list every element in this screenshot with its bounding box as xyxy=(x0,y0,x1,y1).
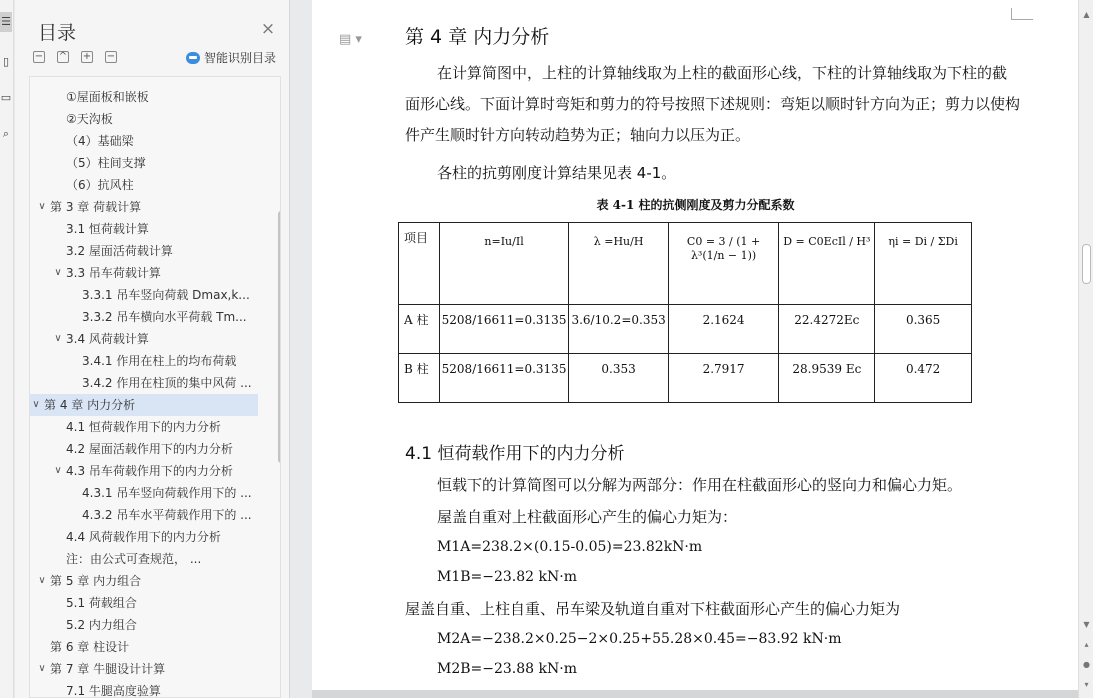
toc-item[interactable] xyxy=(36,218,258,240)
page-icon[interactable]: ▭ xyxy=(0,91,12,104)
toc-item-label: 3.1 恒荷载计算 xyxy=(66,222,149,236)
table-cell: B 柱 xyxy=(399,354,440,403)
smart-toc-label: 智能识别目录 xyxy=(204,51,277,65)
table-row xyxy=(399,354,972,403)
toc-item[interactable] xyxy=(36,416,258,438)
toc-item[interactable] xyxy=(36,108,258,130)
document-icon[interactable]: ▤ ▾ xyxy=(339,32,362,47)
paragraph-intro: 在计算简图中，上柱的计算轴线取为上柱的截面形心线，下柱的计算轴线取为下柱的截面形心线。下面计算时弯矩和剪力的符号按照下述规则：弯矩以顺时针方向为正；剪力以使构件产生顺时针方向转动趋势为正；轴向力以压为正。 xyxy=(405,64,1021,144)
toc-item[interactable] xyxy=(36,592,258,614)
toc-item-label: 4.4 风荷载作用下的内力分析 xyxy=(66,530,221,544)
equation-m2a: M2A=−238.2×0.25−2×0.25+55.28×0.45=−83.92 kN·m xyxy=(437,631,842,647)
equation-m1a: M1A=238.2×(0.15-0.05)=23.82kN·m xyxy=(437,539,703,555)
search-icon[interactable]: ⌕ xyxy=(2,127,10,140)
toc-item[interactable] xyxy=(36,504,258,526)
toc-item-label: 3.4.2 作用在柱顶的集中风荷 ... xyxy=(82,376,252,390)
vertical-scrollbar[interactable] xyxy=(1078,0,1093,698)
toc-item[interactable] xyxy=(36,284,258,306)
toc-item[interactable] xyxy=(36,548,258,570)
scrollbar-thumb[interactable] xyxy=(1082,244,1091,284)
toc-item-label: ②天沟板 xyxy=(66,112,113,126)
table-cell: 0.365 xyxy=(875,305,972,354)
toc-item-label: （6）抗风柱 xyxy=(66,178,134,192)
toc-item[interactable] xyxy=(36,460,258,482)
toc-item[interactable] xyxy=(36,482,258,504)
toc-item-label: 4.1 恒荷载作用下的内力分析 xyxy=(66,420,221,434)
toc-item-label: （5）柱间支撑 xyxy=(66,156,146,170)
scroll-up-icon[interactable]: ▲ xyxy=(1083,10,1090,19)
paragraph-dead-load: 恒载下的计算简图可以分解为两部分：作用在柱截面形心的竖向力和偏心力矩。 xyxy=(437,476,963,494)
toc-item-label: 5.1 荷载组合 xyxy=(66,596,137,610)
toc-item[interactable] xyxy=(36,636,258,658)
toc-item[interactable] xyxy=(36,262,258,284)
paragraph-lower-moment: 屋盖自重、上柱自重、吊车梁及轨道自重对下柱截面形心产生的偏心力矩为 xyxy=(405,600,901,618)
toc-item-label: 3.3.2 吊车横向水平荷载 Tm... xyxy=(82,310,247,324)
chevron-down-icon[interactable]: ∨ xyxy=(54,333,62,344)
section-title: 4.1 恒荷载作用下的内力分析 xyxy=(405,444,625,464)
paragraph-roof-moment: 屋盖自重对上柱截面形心产生的偏心力矩为： xyxy=(437,508,738,526)
table-cell: 0.472 xyxy=(875,354,972,403)
stiffness-table xyxy=(398,222,972,403)
document-area xyxy=(291,0,1078,698)
document-page xyxy=(312,0,1078,690)
chevron-down-icon[interactable]: ∨ xyxy=(38,201,46,212)
toc-item-label: ①屋面板和嵌板 xyxy=(66,90,149,104)
close-icon[interactable]: × xyxy=(260,19,276,39)
smart-toc-button[interactable] xyxy=(186,49,276,66)
toc-item-label: 3.4.1 作用在柱上的均布荷载 xyxy=(82,354,237,368)
table-header-cell: C0 = 3 / (1 + λ³(1/n − 1)) xyxy=(668,223,779,305)
equation-m2b: M2B=−23.88 kN·m xyxy=(437,661,577,677)
prev-page-icon[interactable]: ▴ xyxy=(1084,640,1089,649)
chevron-down-icon[interactable]: ∨ xyxy=(32,399,40,410)
next-page-icon[interactable]: ▾ xyxy=(1084,680,1089,689)
table-row xyxy=(399,305,972,354)
toc-item[interactable] xyxy=(36,526,258,548)
table-cell: 22.4272Ec xyxy=(779,305,875,354)
toc-item[interactable] xyxy=(36,570,258,592)
toc-item[interactable] xyxy=(36,240,258,262)
table-cell: A 柱 xyxy=(399,305,440,354)
table-cell: 2.7917 xyxy=(668,354,779,403)
toc-item-label: 第 3 章 荷载计算 xyxy=(50,200,142,214)
chevron-down-icon[interactable]: ∨ xyxy=(54,267,62,278)
toc-item-label: 3.4 风荷载计算 xyxy=(66,332,149,346)
left-tool-strip xyxy=(0,0,14,698)
toc-item[interactable] xyxy=(36,328,258,350)
add-heading-button[interactable]: + xyxy=(82,51,92,62)
equation-m1b: M1B=−23.82 kN·m xyxy=(437,569,577,585)
table-caption: 表 4-1 柱的抗侧刚度及剪力分配系数 xyxy=(596,198,795,212)
remove-heading-button[interactable]: − xyxy=(106,51,116,62)
page-corner-mark xyxy=(1011,8,1033,20)
table-header-cell: D = C0EcIl / H³ xyxy=(779,223,875,305)
toc-item[interactable] xyxy=(36,438,258,460)
table-header-cell: n=Iu/Il xyxy=(439,223,569,305)
expand-all-button[interactable]: ^ xyxy=(58,51,68,62)
chapter-title: 第 4 章 内力分析 xyxy=(405,26,550,48)
toc-item-label: 4.3.2 吊车水平荷载作用下的 ... xyxy=(82,508,252,522)
toc-item-label: （4）基础梁 xyxy=(66,134,134,148)
toc-item[interactable] xyxy=(36,152,258,174)
toc-item[interactable] xyxy=(36,174,258,196)
chevron-down-icon[interactable]: ∨ xyxy=(54,465,62,476)
toc-item[interactable] xyxy=(36,196,258,218)
toc-item-label: 第 4 章 内力分析 xyxy=(44,398,136,412)
toc-item[interactable] xyxy=(36,306,258,328)
toc-scrollbar[interactable] xyxy=(278,211,281,463)
table-header-cell: λ =Hu/H xyxy=(569,223,668,305)
chevron-down-icon[interactable]: ∨ xyxy=(38,663,46,674)
toc-item-label: 注：由公式可查规范， ... xyxy=(66,552,202,566)
toc-item[interactable] xyxy=(36,86,258,108)
toc-item[interactable] xyxy=(36,372,258,394)
toc-list xyxy=(29,76,281,698)
table-header-cell: ηi = Di / ΣDi xyxy=(875,223,972,305)
table-cell: 0.353 xyxy=(569,354,668,403)
table-cell: 2.1624 xyxy=(668,305,779,354)
scroll-down-icon[interactable]: ▼ xyxy=(1083,620,1090,629)
toc-item[interactable] xyxy=(36,680,258,698)
toc-item-label: 第 7 章 牛腿设计计算 xyxy=(50,662,166,676)
select-browse-icon[interactable]: ● xyxy=(1083,660,1090,669)
bookmark-icon[interactable]: ▯ xyxy=(2,55,10,68)
toc-panel xyxy=(15,0,290,698)
toc-item[interactable] xyxy=(36,658,258,680)
toc-item-label: 第 5 章 内力组合 xyxy=(50,574,142,588)
table-cell: 5208/16611=0.3135 xyxy=(439,354,569,403)
page-gap xyxy=(312,690,1078,698)
toc-title: 目录 xyxy=(38,22,77,44)
collapse-all-button[interactable]: − xyxy=(34,51,44,62)
toc-item-label: 4.3 吊车荷载作用下的内力分析 xyxy=(66,464,233,478)
toc-item-label: 7.1 牛腿高度验算 xyxy=(66,684,161,698)
table-header-row xyxy=(399,223,972,305)
toc-item[interactable] xyxy=(36,350,258,372)
chevron-down-icon[interactable]: ∨ xyxy=(38,575,46,586)
toc-item[interactable] xyxy=(36,130,258,152)
toc-item-label: 5.2 内力组合 xyxy=(66,618,137,632)
smart-recognize-icon xyxy=(186,52,200,64)
toc-item-label: 4.2 屋面活载作用下的内力分析 xyxy=(66,442,233,456)
toc-item[interactable] xyxy=(36,614,258,636)
toc-item-label: 3.3 吊车荷载计算 xyxy=(66,266,161,280)
table-cell: 3.6/10.2=0.353 xyxy=(569,305,668,354)
toc-item-label: 4.3.1 吊车竖向荷载作用下的 ... xyxy=(82,486,252,500)
table-cell: 5208/16611=0.3135 xyxy=(439,305,569,354)
toc-item[interactable] xyxy=(30,394,258,416)
table-cell: 28.9539 Ec xyxy=(779,354,875,403)
menu-icon[interactable]: ☰ xyxy=(0,12,12,32)
table-header-cell: 项目 xyxy=(399,223,440,305)
toc-item-label: 3.3.1 吊车竖向荷载 Dmax,k... xyxy=(82,288,250,302)
toc-item-label: 3.2 屋面活荷载计算 xyxy=(66,244,173,258)
paragraph-table-ref: 各柱的抗剪刚度计算结果见表 4-1。 xyxy=(437,164,677,182)
toc-item-label: 第 6 章 柱设计 xyxy=(50,640,130,654)
